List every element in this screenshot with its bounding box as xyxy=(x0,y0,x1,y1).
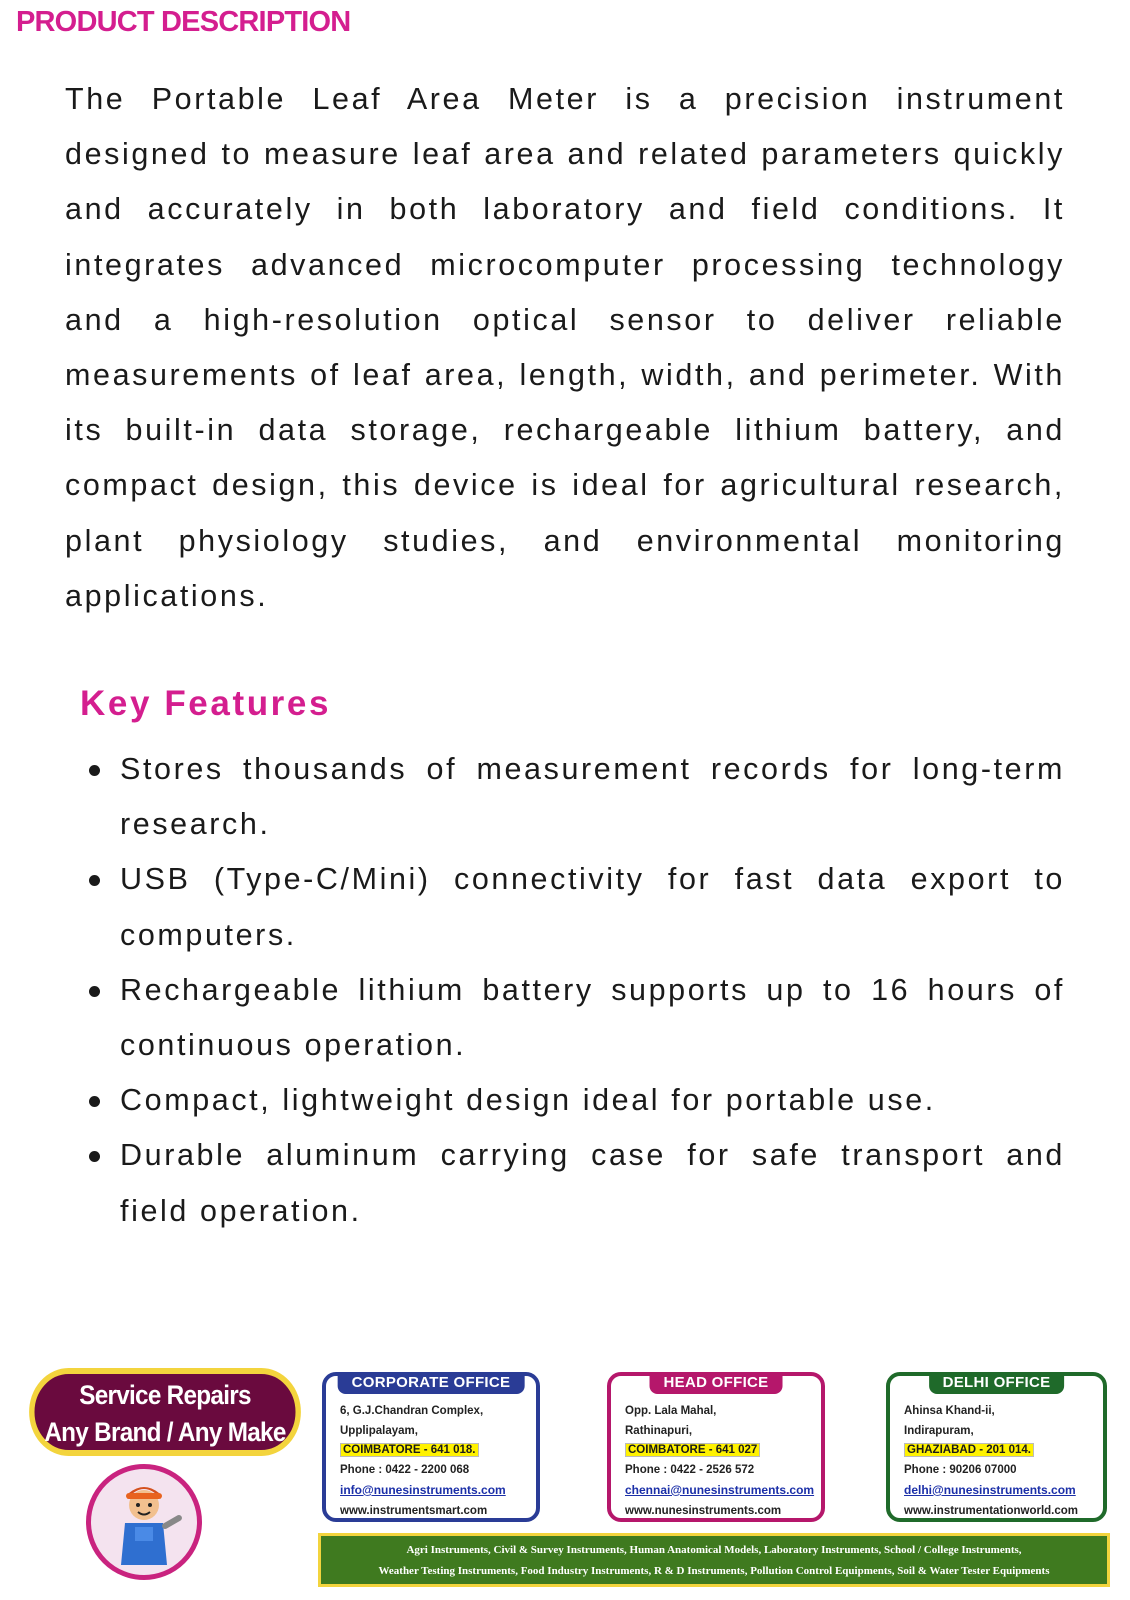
mechanic-mascot-icon xyxy=(86,1464,202,1580)
bullet-icon xyxy=(89,765,100,776)
feature-text: Rechargeable lithium battery supports up to 16 hours of continuous operation. xyxy=(120,972,1065,1063)
feature-item xyxy=(120,742,1065,852)
instrument-categories-banner xyxy=(318,1533,1110,1587)
key-features-heading: Key Features xyxy=(80,684,332,723)
bullet-icon xyxy=(89,875,100,886)
office-address-line: Ahinsa Khand-ii, xyxy=(904,1405,995,1417)
service-repairs-badge xyxy=(29,1368,301,1456)
feature-text: Compact, lightweight design ideal for portable use. xyxy=(120,1083,936,1118)
office-website-link[interactable]: www.nunesinstruments.com xyxy=(625,1504,782,1517)
office-phone: Phone : 90206 07000 xyxy=(904,1464,1017,1477)
bullet-icon xyxy=(89,1096,100,1107)
service-line-2: Any Brand / Any Make xyxy=(44,1417,286,1447)
feature-text: Durable aluminum carrying case for safe transport and field operation. xyxy=(120,1138,1065,1228)
office-city: GHAZIABAD - 201 014. xyxy=(904,1443,1034,1457)
office-address-line: Opp. Lala Mahal, xyxy=(625,1405,717,1417)
feature-item xyxy=(120,963,1065,1073)
feature-text: USB (Type-C/Mini) connectivity for fast data export to computers. xyxy=(120,862,1065,952)
office-website-link[interactable]: www.instrumentsmart.com xyxy=(340,1504,488,1517)
office-address-line: Upplipalayam, xyxy=(340,1424,418,1437)
product-description: The Portable Leaf Area Meter is a precision instrument designed to measure leaf area and related parameters quickly and accurately in both laboratory and field conditions. It integrates advanced microcomputer processing technology and a high-resolution optical sensor to deliver reliable measurements of leaf area, length, width, and perimeter. With its built-in data storage, rechargeable lithium battery, and compact design, this device is ideal for agricultural research, plant physiology studies, and environmental monitoring applications. xyxy=(65,82,1065,613)
feature-item xyxy=(120,1073,1065,1128)
office-website-link[interactable]: www.instrumentationworld.com xyxy=(904,1504,1078,1517)
office-city: COIMBATORE - 641 018. xyxy=(340,1443,479,1457)
section-title: PRODUCT DESCRIPTION xyxy=(16,6,351,38)
service-line-1: Service Repairs xyxy=(79,1380,251,1410)
bullet-icon xyxy=(89,1151,100,1162)
categories-line-1: Agri Instruments, Civil & Survey Instruments, Human Anatomical Models, Laboratory Instruments, School / College Instruments, xyxy=(406,1544,1022,1556)
delhi-office-card xyxy=(886,1372,1107,1522)
office-city: COIMBATORE - 641 027 xyxy=(625,1443,760,1457)
head-office-card xyxy=(607,1372,825,1522)
feature-item xyxy=(120,1128,1065,1238)
office-title: DELHI OFFICE xyxy=(929,1372,1065,1394)
office-address-line: Indirapuram, xyxy=(904,1424,974,1437)
corporate-office-card xyxy=(322,1372,540,1522)
feature-text: Stores thousands of measurement records for long-term research. xyxy=(120,752,1065,842)
key-features-list xyxy=(120,742,1065,1239)
bullet-icon xyxy=(89,986,100,997)
office-title: HEAD OFFICE xyxy=(650,1372,783,1394)
office-email-link[interactable]: delhi@nunesinstruments.com xyxy=(904,1482,1076,1497)
office-email-link[interactable]: info@nunesinstruments.com xyxy=(340,1482,506,1497)
categories-line-2: Weather Testing Instruments, Food Industry Instruments, R & D Instruments, Pollution Control Equipments, Soil & Water Tester Equipments xyxy=(378,1565,1050,1577)
office-title: CORPORATE OFFICE xyxy=(338,1372,525,1394)
office-phone: Phone : 0422 - 2526 572 xyxy=(625,1464,755,1477)
feature-item xyxy=(120,852,1065,962)
office-email-link[interactable]: chennai@nunesinstruments.com xyxy=(625,1482,815,1497)
office-address-line: Rathinapuri, xyxy=(625,1424,693,1437)
office-phone: Phone : 0422 - 2200 068 xyxy=(340,1464,470,1477)
office-address-line: 6, G.J.Chandran Complex, xyxy=(340,1405,484,1417)
